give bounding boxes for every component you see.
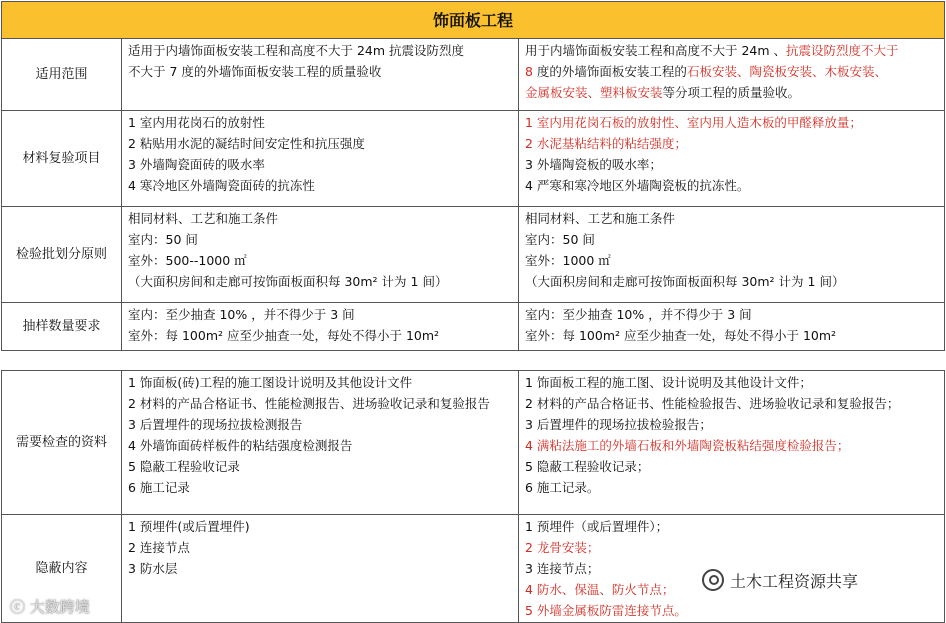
text-segment: 不大于 7 度的外墙饰面板安装工程的质量验收	[128, 64, 382, 79]
text-segment: 3 防水层	[128, 561, 178, 576]
comparison-table-top	[1, 1, 945, 351]
changed-text: 8	[525, 64, 533, 79]
text-segment: 5 隐蔽工程验收记录；	[525, 459, 650, 474]
cell-line	[525, 82, 938, 103]
cell-line	[128, 372, 512, 393]
text-segment: 5 隐蔽工程验收记录	[128, 459, 240, 474]
text-segment: 1 饰面板工程的施工图、设计说明及其他设计文件；	[525, 375, 812, 390]
cell-line	[525, 325, 938, 346]
row-label: 需要检查的资料	[2, 371, 122, 515]
table-row	[2, 39, 945, 111]
cell-line	[128, 325, 512, 346]
text-segment: 相同材料、工艺和施工条件	[128, 211, 279, 226]
cell-line	[128, 175, 512, 196]
text-segment: 1 预埋件（或后置埋件）；	[525, 519, 669, 534]
new-standard-cell	[519, 39, 945, 111]
text-segment: 6 施工记录	[128, 480, 190, 495]
cell-line	[128, 477, 512, 498]
cell-line	[525, 61, 938, 82]
watermark-right: 土木工程资源共享	[700, 569, 860, 592]
cell-line	[525, 40, 938, 61]
changed-text: 4 防水、保温、防火节点；	[525, 582, 675, 597]
cell-line	[525, 435, 938, 456]
text-segment: 4 严寒和寒冷地区外墙陶瓷板的抗冻性。	[525, 178, 750, 193]
text-segment: 2 粘贴用水泥的凝结时间安定性和抗压强度	[128, 136, 365, 151]
cell-line	[128, 154, 512, 175]
text-segment: 2 连接节点	[128, 540, 190, 555]
watermark-left: ⓒ 大数跨境	[10, 598, 90, 616]
cell-line	[128, 516, 512, 537]
changed-text: 抗震设防烈度不大于	[786, 43, 899, 58]
text-segment: （大面积房间和走廊可按饰面板面积每 30m² 计为 1 间）	[525, 274, 845, 289]
text-segment: 相同材料、工艺和施工条件	[525, 211, 676, 226]
changed-text: 5 外墙金属板防雷连接节点。	[525, 603, 687, 618]
text-segment: 3 后置埋件的现场拉拔检验报告；	[525, 417, 712, 432]
table-row	[2, 303, 945, 351]
cell-line	[128, 250, 512, 271]
old-standard-cell	[122, 207, 519, 303]
changed-text: 4 满粘法施工的外墙石板和外墙陶瓷板粘结强度检验报告；	[525, 438, 850, 453]
new-standard-cell	[519, 111, 945, 207]
cell-line	[525, 250, 938, 271]
cell-line	[525, 112, 938, 133]
text-segment: 室内：50 间	[128, 232, 198, 247]
cell-line	[128, 61, 512, 82]
new-standard-cell	[519, 207, 945, 303]
cell-line	[128, 208, 512, 229]
cell-line	[128, 435, 512, 456]
table-row	[2, 111, 945, 207]
row-label: 适用范围	[2, 39, 122, 111]
text-segment: 4 寒冷地区外墙陶瓷面砖的抗冻性	[128, 178, 315, 193]
text-segment: （大面积房间和走廊可按饰面板面积每 30m² 计为 1 间）	[128, 274, 448, 289]
title-row	[2, 2, 945, 39]
cell-line	[525, 372, 938, 393]
text-segment: 1 饰面板(砖)工程的施工图设计说明及其他设计文件	[128, 375, 413, 390]
changed-text: 1 室内用花岗石板的放射性、室内用人造木板的甲醛释放量；	[525, 115, 862, 130]
cell-line	[525, 229, 938, 250]
cell-line	[525, 208, 938, 229]
new-standard-cell	[519, 303, 945, 351]
cell-line	[525, 271, 938, 292]
table-row	[2, 371, 945, 515]
changed-text: 石板安装、陶瓷板安装、木板安装、	[686, 64, 887, 79]
cell-line	[525, 477, 938, 498]
cell-line	[128, 414, 512, 435]
text-segment: 室内：50 间	[525, 232, 595, 247]
table-title: 饰面板工程	[2, 2, 945, 39]
text-segment: 室外：每 100m² 应至少抽查一处，每处不得小于 10m²	[525, 328, 837, 343]
text-segment: 3 连接节点；	[525, 561, 600, 576]
old-standard-cell	[122, 371, 519, 515]
changed-text: 2 龙骨安装；	[525, 540, 600, 555]
cell-line	[128, 558, 512, 579]
cell-line	[128, 537, 512, 558]
text-segment: 3 后置埋件的现场拉拔检测报告	[128, 417, 303, 432]
cell-line	[128, 40, 512, 61]
text-segment: 等分项工程的质量验收。	[662, 85, 801, 100]
cell-line	[128, 271, 512, 292]
cell-line	[128, 112, 512, 133]
cell-line	[525, 133, 938, 154]
old-standard-cell	[122, 303, 519, 351]
changed-text: 2 水泥基粘结料的粘结强度；	[525, 136, 687, 151]
text-segment: 室内：至少抽查 10% ，并不得少于 3 间	[128, 307, 355, 322]
cell-line	[128, 393, 512, 414]
text-segment: 3 外墙陶瓷面砖的吸水率	[128, 157, 265, 172]
text-segment: 室内：至少抽查 10% ，并不得少于 3 间	[525, 307, 752, 322]
text-segment: 6 施工记录。	[525, 480, 600, 495]
cell-line	[525, 516, 938, 537]
cell-line	[525, 537, 938, 558]
cell-line	[128, 133, 512, 154]
text-segment: 1 室内用花岗石的放射性	[128, 115, 265, 130]
old-standard-cell	[122, 111, 519, 207]
table-row	[2, 207, 945, 303]
cell-line	[525, 304, 938, 325]
watermark-left-icon: ⓒ	[10, 598, 30, 616]
row-label: 隐蔽内容	[2, 515, 122, 623]
cell-line	[525, 456, 938, 477]
text-segment: 2 材料的产品合格证书、性能检验报告、进场验收记录和复验报告；	[525, 396, 900, 411]
text-segment: 1 预埋件(或后置埋件)	[128, 519, 250, 534]
old-standard-cell	[122, 515, 519, 623]
cell-line	[525, 154, 938, 175]
text-segment: 室外：500--1000 ㎡	[128, 253, 247, 268]
old-standard-cell	[122, 39, 519, 111]
cell-line	[525, 393, 938, 414]
changed-text: 金属板安装、塑料板安装	[525, 85, 663, 100]
text-segment: 度的外墙饰面板安装工程的	[532, 64, 687, 79]
text-segment: 适用于内墙饰面板安装工程和高度不大于 24m 抗震设防烈度	[128, 43, 465, 58]
text-segment: 3 外墙陶瓷板的吸水率；	[525, 157, 662, 172]
text-segment: 4 外墙饰面砖样板件的粘结强度检测报告	[128, 438, 353, 453]
cell-line	[128, 456, 512, 477]
row-label: 材料复验项目	[2, 111, 122, 207]
cell-line	[128, 229, 512, 250]
row-label: 检验批划分原则	[2, 207, 122, 303]
text-segment: 室外：1000 ㎡	[525, 253, 611, 268]
text-segment: 2 材料的产品合格证书、性能检测报告、进场验收记录和复验报告	[128, 396, 490, 411]
cell-line	[525, 175, 938, 196]
text-segment: 用于内墙饰面板安装工程和高度不大于 24m 、	[525, 43, 787, 58]
row-label: 抽样数量要求	[2, 303, 122, 351]
cell-line	[525, 600, 938, 621]
wechat-icon	[702, 569, 724, 591]
text-segment: 室外：每 100m² 应至少抽查一处，每处不得小于 10m²	[128, 328, 440, 343]
cell-line	[525, 414, 938, 435]
new-standard-cell	[519, 371, 945, 515]
cell-line	[128, 304, 512, 325]
